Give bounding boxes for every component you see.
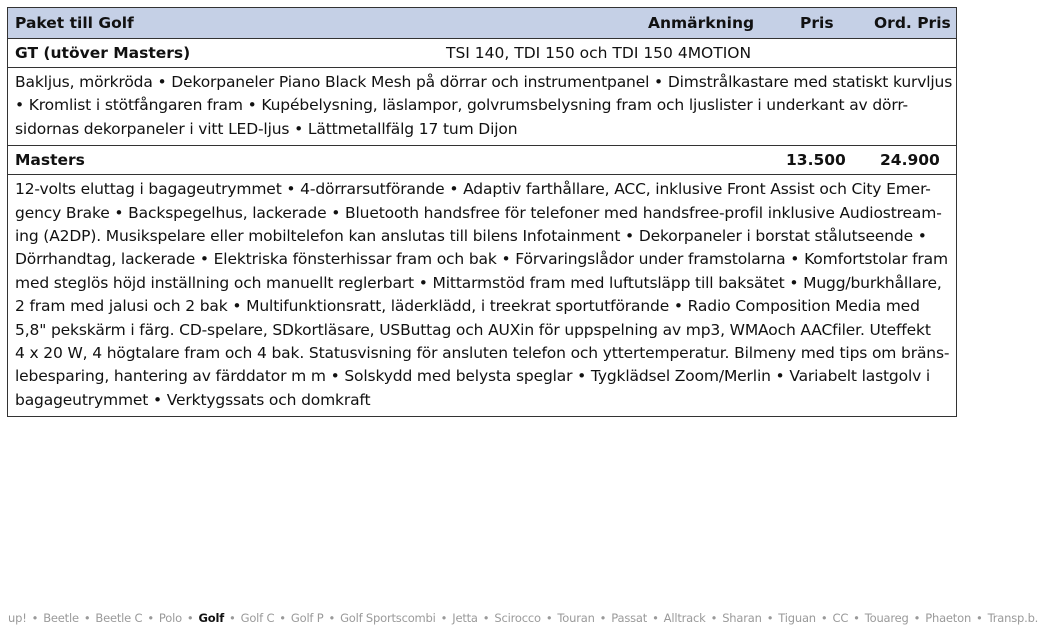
nav-separator: • [279,611,286,625]
nav-link-tiguan[interactable]: Tiguan [778,611,816,625]
masters-desc-line: med steglös höjd inställning och manuellt reglerbart • Mittarmstöd fram med luftutsläpp till baksätet • Mugg/burkhållare, [15,273,942,292]
table-header [8,8,956,39]
nav-link-golf[interactable]: Golf [198,611,225,625]
nav-separator: • [545,611,553,625]
gt-desc-line: sidornas dekorpaneler i vitt LED-ljus • Lättmetallfälg 17 tum Dijon [15,119,518,138]
nav-separator: • [440,611,448,625]
nav-separator: • [913,611,921,625]
masters-ord-price: 24.900 [880,151,940,170]
masters-desc-line: 5,8" pekskärm i färg. CD-spelare, SDkortläsare, USButtag och AUXin för uppspelning av mp3, WMAoch AACfiler. Uteffekt [15,320,931,339]
header-price: Pris [800,14,834,32]
nav-separator: • [186,611,194,625]
masters-desc-line: 12-volts eluttag i bagageutrymmet • 4-dörrarsutförande • Adaptiv farthållare, ACC, inklusive Front Assist och City Emer- [15,180,931,199]
header-package: Paket till Golf [15,14,134,32]
masters-desc-line: 2 fram med jalusi och 2 bak • Multifunktionsratt, läderklädd, i treekrat sportutförande • Radio Composition Media med [15,297,920,316]
header-ord-price: Ord. Pris [874,14,951,32]
header-note: Anmärkning [648,14,755,32]
nav-link-phaeton[interactable]: Phaeton [925,611,972,625]
model-nav [8,611,1038,625]
nav-link-polo[interactable]: Polo [158,611,182,625]
gt-desc-line: Bakljus, mörkröda • Dekorpaneler Piano Black Mesh på dörrar och instrumentpanel • Dimstrålkastare med statiskt kurvljus [15,73,953,91]
gt-description [8,68,956,146]
nav-link-sharan[interactable]: Sharan [722,611,762,625]
nav-separator: • [766,611,774,625]
masters-description [8,175,956,416]
nav-link-cc[interactable]: CC [832,611,849,625]
nav-link-touran[interactable]: Touran [557,611,595,625]
nav-separator: • [328,611,336,625]
nav-separator: • [83,611,91,625]
masters-desc-line: gency Brake • Backspegelhus, lackerade • Bluetooth handsfree för telefoner med handsfree-profil inklusive Audiostream- [15,203,942,222]
nav-link-alltrack[interactable]: Alltrack [663,611,706,625]
gt-desc-line: • Kromlist i stötfångaren fram • Kupébelysning, läslampor, golvrumsbelysning fram och ljuslister i underkant av dörr- [15,96,908,115]
nav-link-scirocco[interactable]: Scirocco [494,611,541,625]
nav-separator: • [976,611,983,625]
nav-link-passat[interactable]: Passat [611,611,648,625]
masters-title-row [8,146,956,175]
nav-separator: • [229,611,236,625]
nav-link-touareg[interactable]: Touareg [864,611,909,625]
nav-link-beetle-c[interactable]: Beetle C [95,611,143,625]
nav-separator: • [599,611,607,625]
nav-link-jetta[interactable]: Jetta [452,611,478,625]
nav-separator: • [652,611,659,625]
nav-link-golf-sportscombi[interactable]: Golf Sportscombi [340,611,436,625]
nav-separator: • [820,611,828,625]
nav-separator: • [147,611,154,625]
nav-separator: • [482,611,490,625]
masters-desc-line: 4 x 20 W, 4 högtalare fram och 4 bak. Statusvisning för ansluten telefon och yttertemperatur. Bilmeny med tips om bräns- [15,344,950,363]
gt-models: TSI 140, TDI 150 och TDI 150 4MOTION [446,44,752,62]
gt-title: GT (utöver Masters) [15,44,191,62]
masters-title: Masters [15,151,85,170]
nav-separator: • [31,611,39,625]
nav-separator: • [710,611,718,625]
nav-link-transp-b[interactable]: Transp.b. [987,611,1038,625]
price-table [7,7,957,417]
masters-desc-line: bagageutrymmet • Verktygssats och domkraft [15,390,371,409]
masters-desc-line: lebesparing, hantering av färddator m m • Solskydd med belysta speglar • Tygklädsel Zoom/Merlin • Variabelt lastgolv i [15,367,931,386]
nav-link-golf-p[interactable]: Golf P [290,611,324,625]
nav-link-up[interactable]: up! [8,611,27,625]
masters-desc-line: ing (A2DP). Musikspelare eller mobiltelefon kan anslutas till bilens Infotainment • Dekorpaneler i borstat stålutseende • [15,227,927,246]
masters-price: 13.500 [786,151,846,170]
nav-link-golf-c[interactable]: Golf C [240,611,275,625]
nav-separator: • [853,611,860,625]
nav-link-beetle[interactable]: Beetle [43,611,79,625]
masters-desc-line: Dörrhandtag, lackerade • Elektriska fönsterhissar fram och bak • Förvaringslådor under framstolarna • Komfortstolar fram [15,250,948,269]
gt-title-row [8,39,956,68]
